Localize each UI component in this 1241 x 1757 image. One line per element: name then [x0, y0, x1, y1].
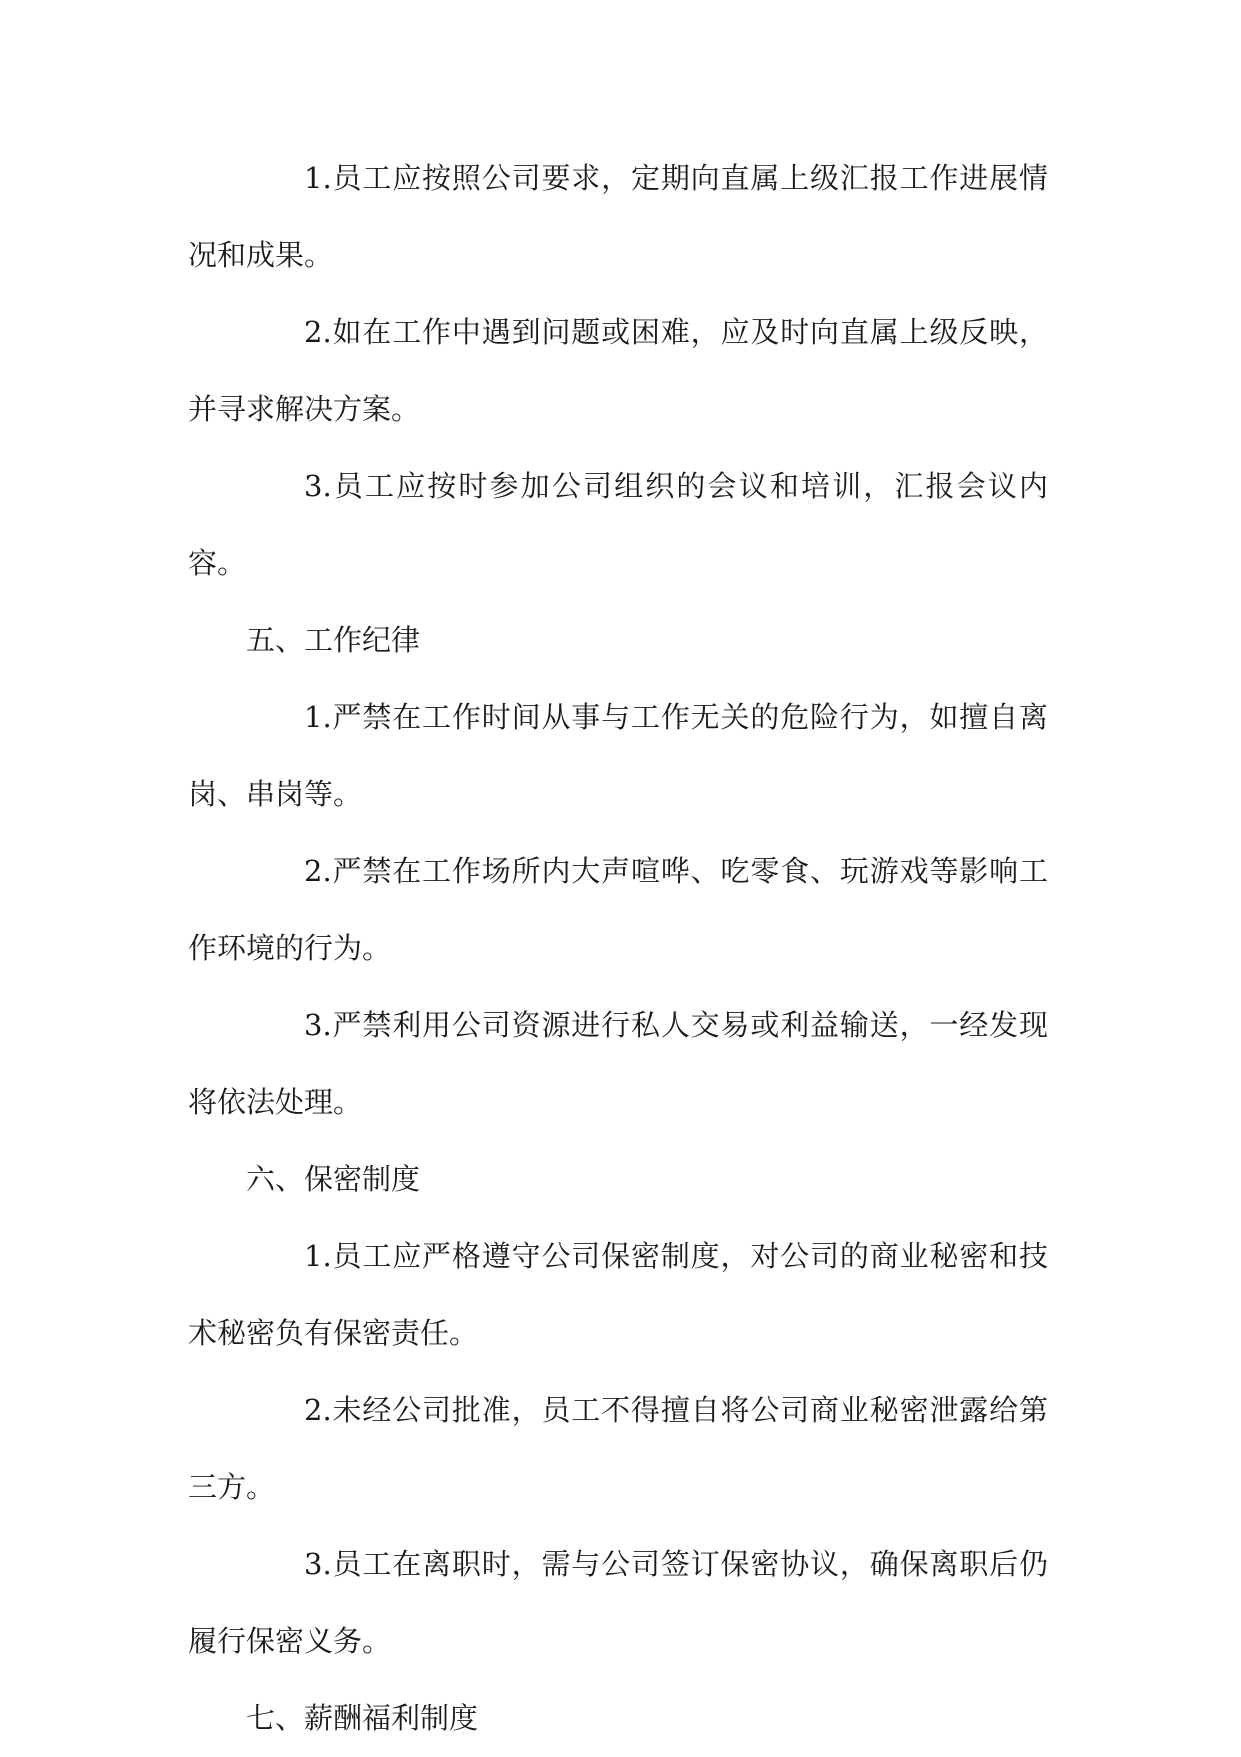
item-number: 3. [304, 1008, 332, 1042]
item-number: 1. [304, 161, 332, 195]
item-number: 3. [304, 1547, 332, 1581]
section-heading-confidentiality: 六、保密制度 [246, 1162, 421, 1196]
list-item-sign-agreement [188, 1526, 1048, 1680]
item-text: 员工在离职时，需与公司签订保密协议，确保离职后仍履行保密义务。 [188, 1547, 1048, 1658]
item-number: 3. [304, 469, 332, 503]
item-text: 员工应严格遵守公司保密制度，对公司的商业秘密和技术秘密负有保密责任。 [188, 1239, 1048, 1350]
item-text: 员工应按照公司要求，定期向直属上级汇报工作进展情况和成果。 [188, 161, 1048, 272]
item-text: 严禁利用公司资源进行私人交易或利益输送，一经发现将依法处理。 [188, 1008, 1048, 1119]
list-item-no-unrelated-behavior [188, 679, 1048, 833]
list-item-report-problems [188, 294, 1048, 448]
item-text: 未经公司批准，员工不得擅自将公司商业秘密泄露给第三方。 [188, 1393, 1048, 1504]
list-item-attend-meetings [188, 448, 1048, 602]
item-text: 如在工作中遇到问题或困难，应及时向直属上级反映，并寻求解决方案。 [188, 315, 1048, 426]
item-text: 严禁在工作时间从事与工作无关的危险行为，如擅自离岗、串岗等。 [188, 700, 1048, 811]
list-item-obey-confidentiality [188, 1218, 1048, 1372]
list-item-report-progress [188, 140, 1048, 294]
item-text: 严禁在工作场所内大声喧哗、吃零食、玩游戏等影响工作环境的行为。 [188, 854, 1048, 965]
item-number: 2. [304, 854, 332, 888]
item-number: 1. [304, 1239, 332, 1273]
item-number: 1. [304, 700, 332, 734]
item-number: 2. [304, 1393, 332, 1427]
document-body [188, 140, 1048, 1757]
list-item-no-disclosure [188, 1372, 1048, 1526]
list-item-no-noise [188, 833, 1048, 987]
section-heading-compensation: 七、薪酬福利制度 [246, 1701, 479, 1735]
list-item-no-private-trading [188, 987, 1048, 1141]
item-number: 2. [304, 315, 332, 349]
section-heading-work-discipline: 五、工作纪律 [246, 623, 421, 657]
item-text: 员工应按时参加公司组织的会议和培训，汇报会议内容。 [188, 469, 1048, 580]
